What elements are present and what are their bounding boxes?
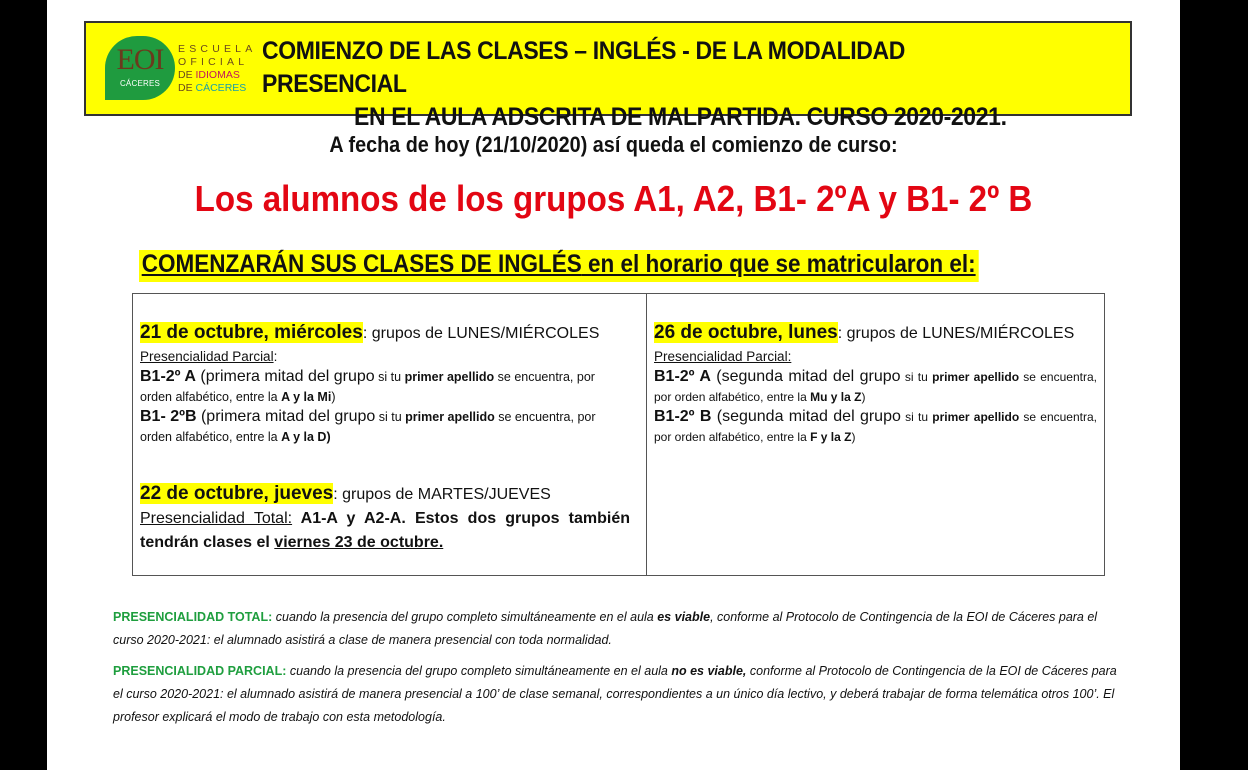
- entry-item: [140, 407, 630, 447]
- entry-item: [654, 367, 1097, 407]
- item-close: ): [861, 390, 866, 404]
- schedule-entry-oct-22: [140, 481, 630, 555]
- groups-heading: Los alumnos de los grupos A1, A2, B1- 2ºA y B1- 2º B: [194, 178, 1033, 219]
- entry-item: [140, 367, 630, 407]
- item-group: B1- 2ºB: [140, 408, 197, 425]
- start-rest: en el horario que se matricularon el:: [581, 250, 976, 278]
- logo-mark: EOI: [116, 43, 164, 76]
- logo-line-2: OFICIAL: [178, 56, 249, 68]
- logo-idiomas: IDIOMAS: [195, 69, 240, 81]
- schedule-entry-oct-21: [140, 320, 630, 447]
- entry-mode: Presencialidad Parcial:: [654, 349, 792, 364]
- item-range: Mu y la Z: [810, 390, 862, 404]
- item-cond: se encuentra, por orden alfabético, entre la: [140, 410, 596, 444]
- banner-title-line-1: COMIENZO DE LAS CLASES – INGLÉS - DE LA MODALIDAD PRESENCIAL: [262, 37, 906, 98]
- entry-groups: : grupos de LUNES/MIÉRCOLES: [837, 325, 1075, 342]
- schedule-table: [132, 293, 1105, 576]
- note-text: cuando la presencia del grupo completo simultáneamente en el aula: [286, 664, 672, 678]
- item-group: B1-2º A: [654, 368, 711, 385]
- logo-line-1: ESCUELA: [178, 43, 257, 55]
- item-half: (segunda mitad del grupo: [710, 368, 901, 385]
- item-range: F y la Z: [810, 430, 852, 444]
- note-label: PRESENCIALIDAD TOTAL:: [113, 610, 273, 624]
- item-range: A y la D): [281, 430, 331, 444]
- note-emphasis: no es viable,: [671, 664, 747, 678]
- entry-mode: Presencialidad Total:: [140, 510, 293, 527]
- logo-city: CÁCERES: [119, 79, 161, 88]
- item-half: (primera mitad del grupo: [195, 368, 375, 385]
- note-presencialidad-parcial: [113, 660, 1125, 729]
- logo-line-4: [178, 82, 256, 95]
- document-page: [47, 0, 1180, 770]
- item-cond: si tu: [374, 370, 405, 384]
- item-key: primer apellido: [404, 370, 495, 384]
- item-key: primer apellido: [932, 410, 1020, 424]
- entry-date: 21 de octubre, miércoles: [140, 322, 363, 343]
- entry-item: [654, 407, 1097, 447]
- note-label: PRESENCIALIDAD PARCIAL:: [113, 664, 287, 678]
- note-emphasis: es viable: [657, 610, 711, 624]
- entry-date: 22 de octubre, jueves: [140, 483, 334, 504]
- note-text: cuando la presencia del grupo completo simultáneamente en el aula: [272, 610, 658, 624]
- entry-detail: A1-A y A2-A. Estos dos grupos también tendrán clases el: [140, 510, 630, 551]
- schedule-column-left: [133, 294, 647, 575]
- item-half: (segunda mitad del grupo: [711, 408, 901, 425]
- start-classes-heading: [139, 250, 978, 282]
- logo-caceres: CÁCERES: [195, 82, 247, 94]
- banner-title-line-2: EN EL AULA ADSCRITA DE MALPARTIDA. CURSO 2020-2021.: [354, 103, 1007, 131]
- date-line: A fecha de hoy (21/10/2020) así queda el comienzo de curso:: [329, 132, 898, 157]
- item-cond: si tu: [900, 370, 933, 384]
- item-cond: se encuentra, por orden alfabético, entre la: [140, 370, 595, 404]
- note-presencialidad-total: [113, 606, 1125, 652]
- item-range: A y la Mi: [281, 390, 332, 404]
- item-close: ): [331, 390, 336, 404]
- note-text: conforme al Protocolo de Contingencia de la EOI de Cáceres para el curso 2020-2021: el alumnado asistirá de manera presencial a 100’ de clase semanal, correspondientes a un único día lectivo, y deberá trabajar de forma telemática otros 100’. El profesor explicará el modo de trabajo con esta metodología.: [113, 664, 1117, 724]
- entry-mode: Presencialidad Parcial: [140, 349, 274, 364]
- start-bold: COMENZARÁN SUS CLASES DE INGLÉS: [141, 250, 582, 278]
- item-group: B1-2º A: [140, 368, 196, 385]
- header-banner: [84, 21, 1132, 131]
- eoi-logo: [105, 36, 175, 100]
- schedule-entry-oct-26: [654, 320, 1097, 447]
- entry-groups: : grupos de LUNES/MIÉRCOLES: [362, 325, 600, 342]
- item-key: primer apellido: [405, 410, 495, 424]
- logo-de: DE: [178, 69, 196, 81]
- schedule-column-right: [647, 294, 1104, 575]
- logo-wordmark: [178, 43, 256, 95]
- banner-title: [262, 35, 1053, 134]
- entry-mode-suffix: :: [273, 349, 278, 364]
- note-text: , conforme al Protocolo de Contingencia de la EOI de Cáceres para el curso 2020-2021: el alumnado asistirá a clase de manera presencial con toda normalidad.: [113, 610, 1098, 647]
- logo-de: DE: [178, 82, 196, 94]
- item-cond: se encuentra, por orden alfabético, entre la: [654, 370, 1097, 404]
- item-cond: si tu: [900, 410, 933, 424]
- item-half: (primera mitad del grupo: [196, 408, 376, 425]
- item-cond: se encuentra, por orden alfabético, entre la: [654, 410, 1097, 444]
- item-key: primer apellido: [932, 370, 1020, 384]
- item-group: B1-2º B: [654, 408, 712, 425]
- item-cond: si tu: [375, 410, 406, 424]
- entry-groups: : grupos de MARTES/JUEVES: [333, 486, 551, 503]
- logo-line-3: [178, 69, 256, 82]
- entry-extra-day: viernes 23 de octubre.: [274, 534, 444, 551]
- entry-date: 26 de octubre, lunes: [654, 322, 838, 343]
- item-close: ): [851, 430, 856, 444]
